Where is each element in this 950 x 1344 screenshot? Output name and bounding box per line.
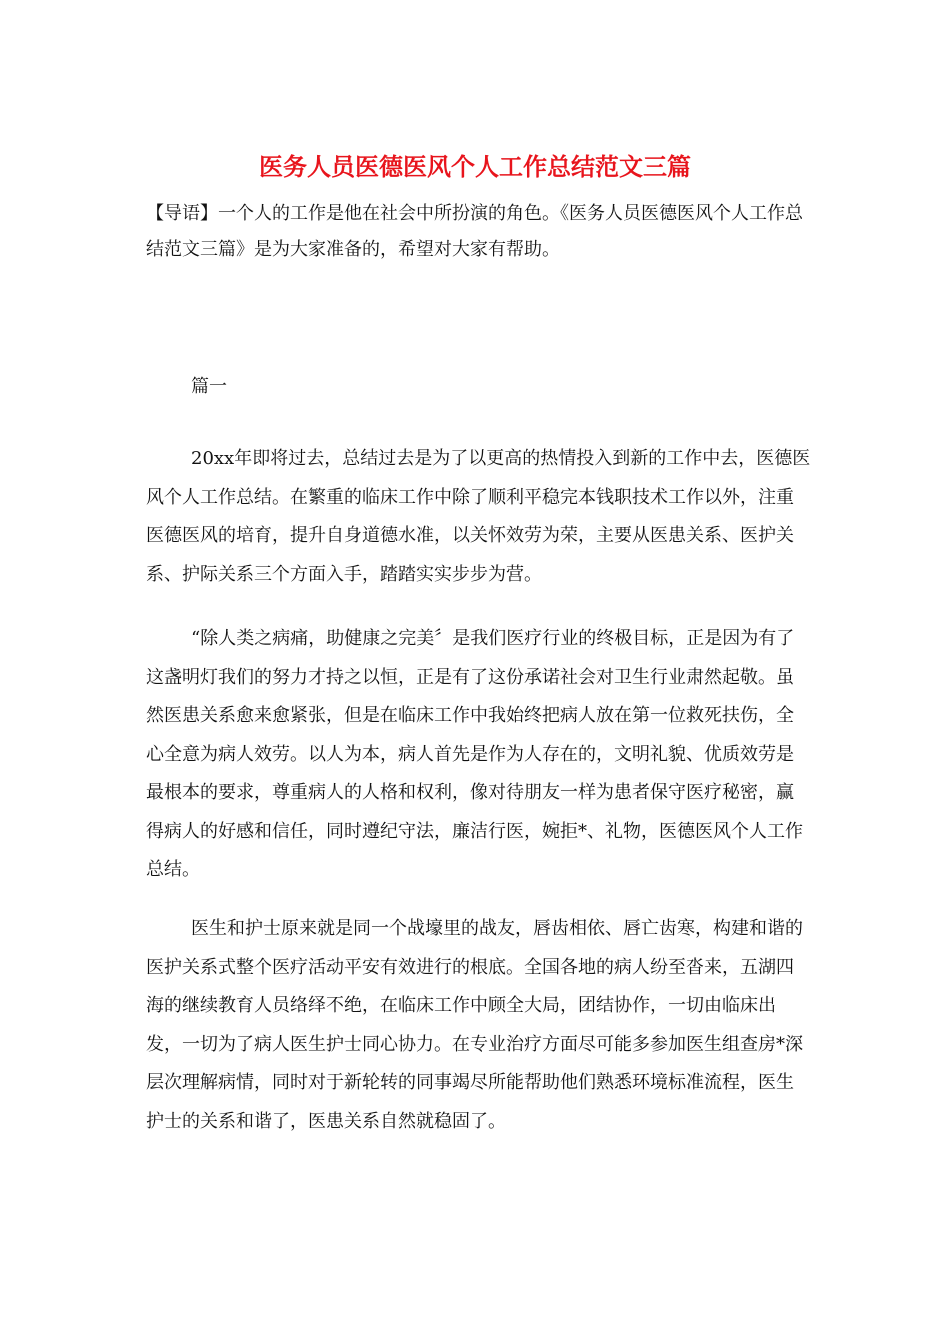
document-title: 医务人员医德医风个人工作总结范文三篇 [259, 152, 691, 181]
intro-paragraph: 【导语】一个人的工作是他在社会中所扮演的角色。《医务人员医德医风个人工作总结范文三篇》是为大家准备的，希望对大家有帮助。 [146, 203, 803, 260]
section-heading: 篇一 [191, 376, 227, 397]
body-paragraph-2: “除人类之病痛，助健康之完美〞是我们医疗行业的终极目标，正是因为有了这盏明灯我们的努力才持之以恒，正是有了这份承诺社会对卫生行业肃然起敬。虽然医患关系愈来愈紧张，但是在临床工作中我始终把病人放在第一位救死扶伤，全心全意为病人效劳。以人为本，病人首先是作为人存在的，文明礼貌、优质效劳是最根本的要求，尊重病人的人格和权利，像对待朋友一样为患者保守医疗秘密，赢得病人的好感和信任，同时遵纪守法，廉洁行医，婉拒*、礼物，医德医风个人工作总结。 [146, 628, 803, 880]
body-paragraph-1: 20xx年即将过去，总结过去是为了以更高的热情投入到新的工作中去，医德医风个人工作总结。在繁重的临床工作中除了顺利平稳完本钱职技术工作以外，注重医德医风的培育，提升自身道德水准，以关怀效劳为荣，主要从医患关系、医护关系、护际关系三个方面入手，踏踏实实步步为营。 [146, 448, 811, 585]
body-paragraph-3: 医生和护士原来就是同一个战壕里的战友，唇齿相依、唇亡齿寒，构建和谐的医护关系式整个医疗活动平安有效进行的根底。全国各地的病人纷至沓来，五湖四海的继续教育人员络绎不绝，在临床工作中顾全大局，团结协作，一切由临床出发，一切为了病人医生护士同心协力。在专业治疗方面尽可能多参加医生组查房*深层次理解病情，同时对于新轮转的同事竭尽所能帮助他们熟悉环境标准流程，医生护士的关系和谐了，医患关系自然就稳固了。 [146, 918, 803, 1132]
